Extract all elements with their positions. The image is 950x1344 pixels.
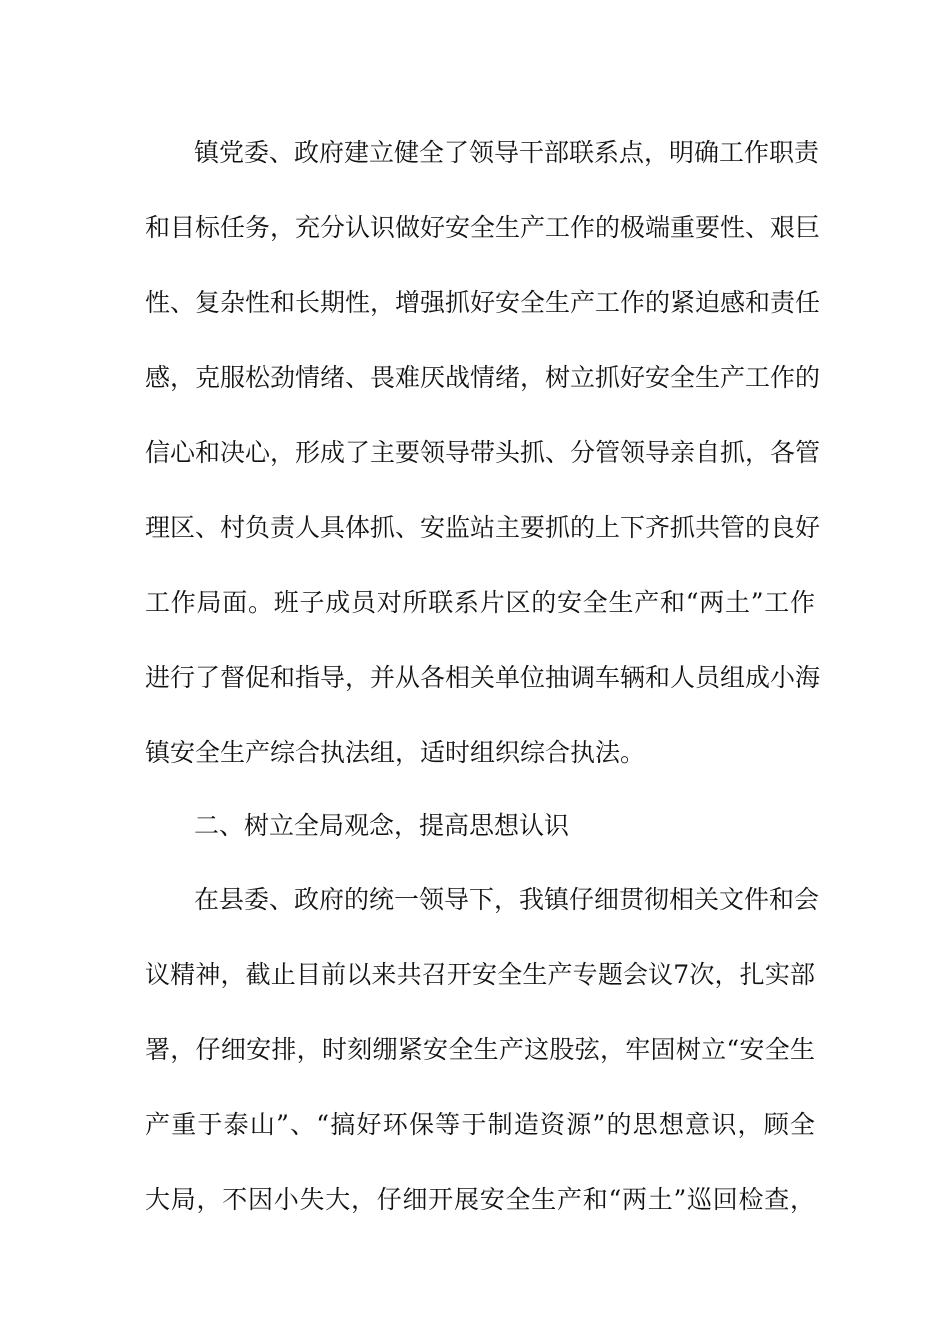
paragraph-2-line-3: 署，仔细安排，时刻绷紧安全生产这股弦，牢固树立“安全生 xyxy=(145,1035,815,1064)
paragraph-1-line-6: 理区、村负责人具体抓、安监站主要抓的上下齐抓共管的良好 xyxy=(145,513,821,542)
paragraph-1-line-8: 进行了督促和指导，并从各相关单位抽调车辆和人员组成小海 xyxy=(145,663,821,692)
paragraph-2-line-1: 在县委、政府的统一领导下，我镇仔细贯彻相关文件和会 xyxy=(194,885,820,914)
paragraph-1-line-9: 镇安全生产综合执法组，适时组织综合执法。 xyxy=(145,738,646,767)
paragraph-1-line-3: 性、复杂性和长期性，增强抓好安全生产工作的紧迫感和责任 xyxy=(145,288,821,317)
paragraph-1-line-5: 信心和决心，形成了主要领导带头抓、分管领导亲自抓，各管 xyxy=(145,438,821,467)
paragraph-2-line-2: 议精神，截止目前以来共召开安全生产专题会议7次，扎实部 xyxy=(145,960,815,989)
section-heading-2: 二、树立全局观念，提高思想认识 xyxy=(194,811,570,840)
paragraph-2-line-4: 产重于泰山”、“搞好环保等于制造资源”的思想意识，顾全 xyxy=(145,1110,815,1139)
paragraph-1-line-1: 镇党委、政府建立健全了领导干部联系点，明确工作职责 xyxy=(194,138,820,167)
paragraph-1-line-7: 工作局面。班子成员对所联系片区的安全生产和“两土”工作 xyxy=(145,588,815,617)
paragraph-1-line-4: 感，克服松劲情绪、畏难厌战情绪，树立抓好安全生产工作的 xyxy=(145,363,821,392)
paragraph-1-line-2: 和目标任务，充分认识做好安全生产工作的极端重要性、艰巨 xyxy=(145,213,821,242)
paragraph-2-line-5: 大局，不因小失大，仔细开展安全生产和“两土”巡回检查， xyxy=(145,1185,815,1214)
